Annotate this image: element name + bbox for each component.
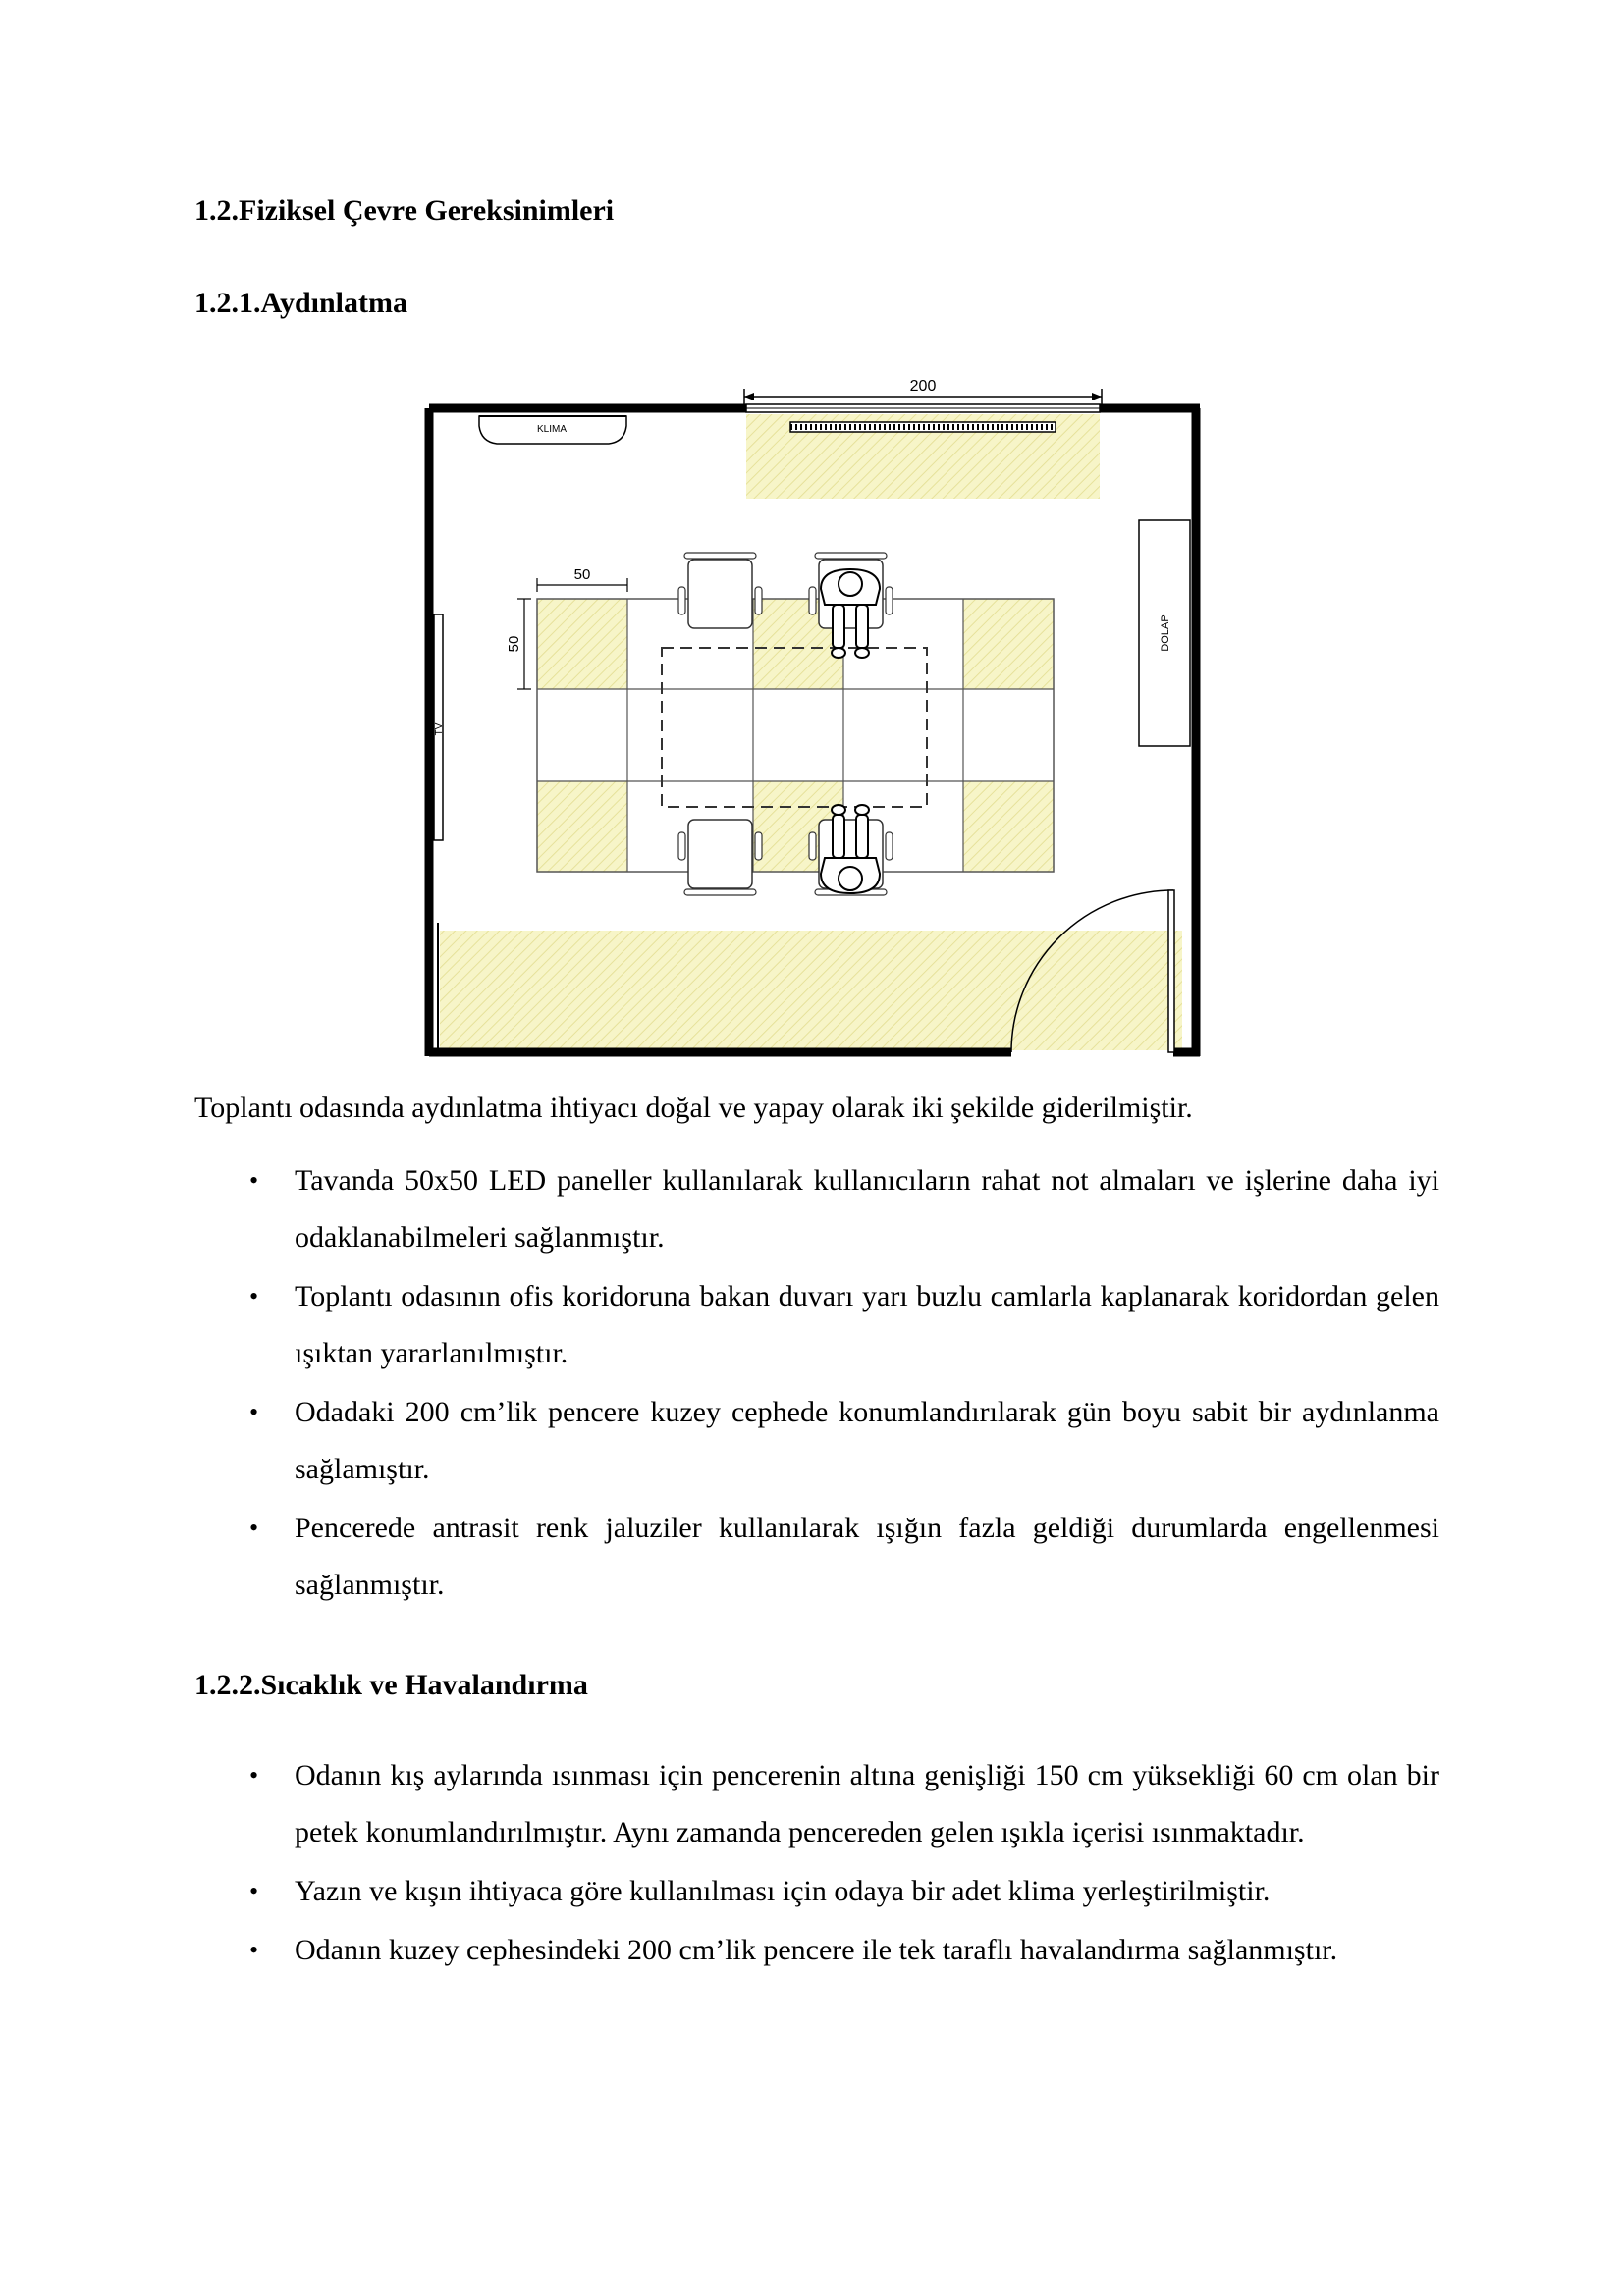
heating-heading: 1.2.2.Sıcaklık ve Havalandırma <box>194 1669 588 1701</box>
heating-list <box>194 1747 1439 1981</box>
panel-width-label: 50 <box>573 566 591 583</box>
list-item: • Tavanda 50x50 LED paneller kullanılarak kullanıcıların rahat not almaları ve işlerine daha iyi odaklanabilmeleri sağlanmıştır. <box>249 1164 1439 1254</box>
window-width-label: 200 <box>909 378 937 395</box>
lighting-list <box>194 1152 1439 1616</box>
cabinet-label: DOLAP <box>1160 614 1171 652</box>
tv-label: TV <box>434 722 445 736</box>
list-item: • Odanın kış aylarında ısınması için pencerenin altına genişliği 150 cm yüksekliği 60 cm olan bir petek konumlandırılmıştır. Aynı zamanda pencereden gelen ışıkla içerisi ısınmaktadır. <box>249 1759 1439 1848</box>
list-item: • Pencerede antrasit renk jaluziler kullanılarak ışığın fazla geldiği durumlarda engellenmesi sağlanmıştır. <box>249 1512 1439 1601</box>
air-conditioner <box>479 416 626 444</box>
floor-plan <box>412 373 1218 1060</box>
window <box>746 404 1100 412</box>
list-item: • Odanın kuzey cephesindeki 200 cm’lik pencere ile tek taraflı havalandırma sağlanmıştır. <box>249 1934 1338 1966</box>
led-panel-grid <box>537 599 1054 872</box>
tv <box>434 614 445 840</box>
window-dimension <box>744 378 1102 404</box>
panel-height-label: 50 <box>506 635 522 653</box>
cabinet <box>1139 520 1190 746</box>
lighting-intro: Toplantı odasında aydınlatma ihtiyacı doğal ve yapay olarak iki şekilde giderilmiştir. <box>194 1092 1193 1124</box>
list-item: • Toplantı odasının ofis koridoruna bakan duvarı yarı buzlu camlarla kaplanarak koridordan gelen ışıktan yararlanılmıştır. <box>249 1280 1439 1369</box>
lighting-heading: 1.2.1.Aydınlatma <box>194 287 407 319</box>
section-heading: 1.2.Fiziksel Çevre Gereksinimleri <box>194 194 615 227</box>
ac-label: KLIMA <box>536 424 568 435</box>
chair <box>678 820 762 895</box>
list-item: • Odadaki 200 cm’lik pencere kuzey cephede konumlandırılarak gün boyu sabit bir aydınlanma sağlamıştır. <box>249 1396 1439 1485</box>
chair <box>678 553 762 628</box>
radiator <box>790 422 1056 432</box>
corridor-light-zone <box>440 931 1182 1050</box>
list-item: • Yazın ve kışın ihtiyaca göre kullanılması için odaya bir adet klima yerleştirilmiştir. <box>249 1875 1271 1907</box>
